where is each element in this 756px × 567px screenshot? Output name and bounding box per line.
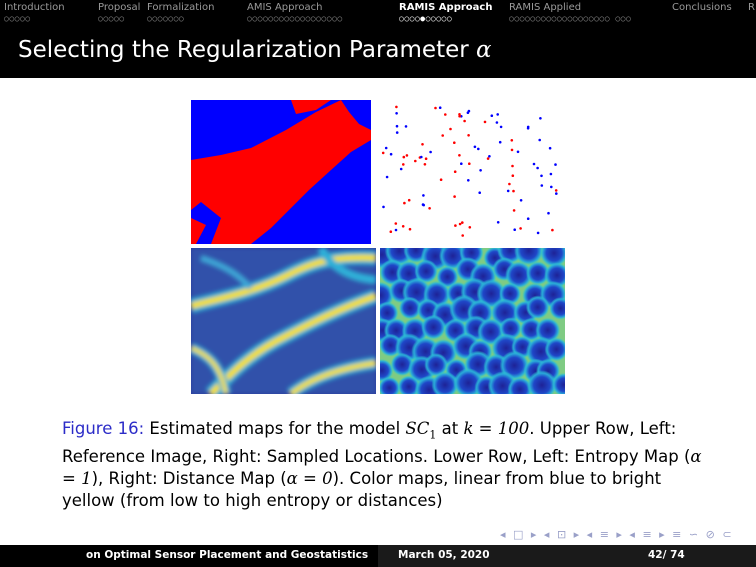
- sample-point: [511, 139, 514, 142]
- sample-point: [467, 179, 470, 182]
- caption-text-4: ), Right: Distance Map (: [91, 469, 287, 489]
- sample-point: [460, 162, 463, 165]
- caption-text-3: . Upper Row, Left: Reference Image, Right: Sampled Locations. Lower Row, Left: Entropy Map (: [62, 419, 691, 467]
- sample-point: [499, 141, 502, 144]
- distance-cell: [421, 315, 446, 340]
- sample-point: [453, 195, 456, 198]
- sample-point: [554, 163, 557, 166]
- sample-point: [402, 225, 405, 228]
- sample-point: [467, 134, 470, 137]
- model-symbol: SC: [405, 419, 430, 438]
- sample-point: [434, 107, 437, 110]
- sample-point: [487, 157, 490, 160]
- sample-point: [547, 212, 550, 215]
- sample-point: [408, 199, 411, 202]
- sample-point: [511, 149, 514, 152]
- sample-point: [549, 147, 552, 150]
- sample-point: [536, 167, 539, 170]
- k-expression: k = 100: [463, 419, 530, 438]
- sample-point: [406, 154, 409, 157]
- sample-point: [468, 162, 471, 165]
- sample-point: [520, 199, 523, 202]
- sample-point: [422, 194, 425, 197]
- sample-point: [550, 186, 553, 189]
- caption-text-2: at: [436, 419, 464, 438]
- sample-point: [424, 163, 427, 166]
- footer-talk-title: on Optimal Sensor Placement and Geostatistics: [86, 549, 369, 561]
- sample-point: [491, 114, 494, 117]
- sample-point: [467, 111, 470, 114]
- sample-point: [555, 192, 558, 195]
- sample-point: [454, 170, 457, 173]
- sample-point: [395, 106, 398, 109]
- distance-map-panel: [380, 248, 565, 394]
- sample-point: [425, 157, 428, 160]
- nav-section-ramis-applied[interactable]: RAMIS Applied: [509, 2, 582, 13]
- sample-point: [497, 221, 500, 224]
- sample-point: [440, 178, 443, 181]
- sample-point: [386, 176, 389, 179]
- sample-point: [403, 156, 406, 159]
- nav-dots-ramis-approach[interactable]: ○○○○●○○○○○: [399, 14, 453, 23]
- sample-point: [555, 189, 558, 192]
- nav-dots-ramis-applied[interactable]: ○○○○○○○○○○○○○○○○○○○ ○○○: [509, 14, 632, 23]
- sample-point: [390, 230, 393, 233]
- alpha-symbol: α: [476, 37, 492, 63]
- sample-point: [459, 223, 462, 226]
- sample-point: [454, 224, 457, 227]
- sample-point: [513, 228, 516, 231]
- sample-point: [395, 112, 398, 115]
- sample-point: [519, 227, 522, 230]
- sample-point: [538, 139, 541, 142]
- nav-dots-formalization[interactable]: ○○○○○○○: [147, 14, 185, 23]
- sample-point: [474, 146, 477, 149]
- distance-cell: [526, 295, 550, 319]
- sample-point: [527, 217, 530, 220]
- caption-text-5: ). Color maps, linear from blue to bright yellow (from low to high entropy or distances): [62, 469, 662, 511]
- figure-label: Figure 16:: [62, 419, 145, 438]
- sample-point: [439, 106, 442, 109]
- footer-page-number: 42/ 74: [648, 549, 685, 561]
- entropy-map-panel: [191, 248, 376, 394]
- sample-point: [421, 143, 424, 146]
- nav-section-ramis-approach[interactable]: RAMIS Approach: [399, 2, 493, 13]
- sample-point: [429, 151, 432, 154]
- alpha-one: α = 1: [62, 447, 702, 489]
- sample-point: [508, 183, 511, 186]
- nav-section-proposal[interactable]: Proposal: [98, 2, 141, 13]
- sample-point: [382, 206, 385, 209]
- sample-point: [449, 128, 452, 131]
- sample-point: [533, 163, 536, 166]
- caption-text-1: Estimated maps for the model: [144, 419, 406, 438]
- sample-point: [403, 202, 406, 205]
- sample-point: [477, 148, 480, 151]
- sample-point: [513, 209, 516, 212]
- footer-right: [378, 545, 756, 567]
- sample-point: [488, 155, 491, 158]
- sample-point: [550, 173, 553, 176]
- sample-point: [496, 113, 499, 116]
- sample-point: [537, 232, 540, 235]
- sample-point: [382, 152, 385, 155]
- sample-point: [479, 169, 482, 172]
- sample-point: [405, 125, 408, 128]
- sample-point: [395, 222, 398, 225]
- sample-point: [540, 175, 543, 178]
- nav-section-formalization[interactable]: Formalization: [147, 2, 215, 13]
- slide-title-text: Selecting the Regularization Parameter: [18, 37, 477, 63]
- sample-point: [511, 165, 514, 168]
- sample-point: [396, 131, 399, 134]
- sample-point: [517, 151, 520, 154]
- sample-point: [441, 134, 444, 137]
- sample-point: [428, 207, 431, 210]
- sample-point: [420, 156, 423, 159]
- nav-section-amis-approach[interactable]: AMIS Approach: [247, 2, 323, 13]
- sample-point: [402, 163, 405, 166]
- sample-point: [507, 190, 510, 193]
- sample-point: [458, 154, 461, 157]
- sample-point: [512, 190, 515, 193]
- sample-point: [469, 226, 472, 229]
- alpha-zero: α = 0: [286, 469, 333, 489]
- nav-section-references[interactable]: R: [748, 2, 755, 13]
- sample-point: [453, 141, 456, 144]
- section-navigation: [0, 0, 756, 28]
- sample-point: [400, 168, 403, 171]
- sample-point: [541, 184, 544, 187]
- sample-point: [390, 153, 393, 156]
- model-subscript: 1: [429, 428, 437, 442]
- sampled-locations-panel: [376, 100, 564, 244]
- sample-point: [463, 120, 466, 123]
- figure-caption: [62, 418, 702, 512]
- sample-point: [385, 147, 388, 150]
- sample-point: [500, 126, 503, 129]
- reference-image-panel: [191, 100, 371, 244]
- slide-title: [18, 37, 492, 63]
- sample-point: [395, 229, 398, 232]
- sample-point: [527, 127, 530, 130]
- sample-point: [484, 121, 487, 124]
- footer-left: [0, 545, 378, 567]
- sample-point: [512, 174, 515, 177]
- sample-point: [414, 160, 417, 163]
- sample-point: [478, 191, 481, 194]
- sample-point: [496, 121, 499, 124]
- sample-point: [551, 229, 554, 232]
- footer-date: March 05, 2020: [398, 549, 490, 561]
- sample-point: [409, 228, 412, 231]
- footer-bar: [0, 545, 756, 567]
- sample-point: [422, 203, 425, 206]
- sample-point: [461, 221, 464, 224]
- sample-point: [444, 113, 447, 116]
- nav-dots-amis-approach[interactable]: ○○○○○○○○○○○○○○○○○○: [247, 14, 343, 23]
- sample-point: [461, 234, 464, 237]
- nav-section-conclusions[interactable]: Conclusions: [672, 2, 732, 13]
- sample-point: [458, 113, 461, 116]
- beamer-navigation-symbols[interactable]: ◂ □ ▸ ◂ ⊡ ▸ ◂ ≡ ▸ ◂ ≡ ▸ ≡ ∽ ⊘ ⊂: [500, 528, 734, 541]
- nav-dots-introduction[interactable]: ○○○○○: [4, 14, 31, 23]
- sample-point: [539, 117, 542, 120]
- sample-point: [396, 125, 399, 128]
- nav-section-introduction[interactable]: Introduction: [4, 2, 65, 13]
- nav-dots-proposal[interactable]: ○○○○○: [98, 14, 125, 23]
